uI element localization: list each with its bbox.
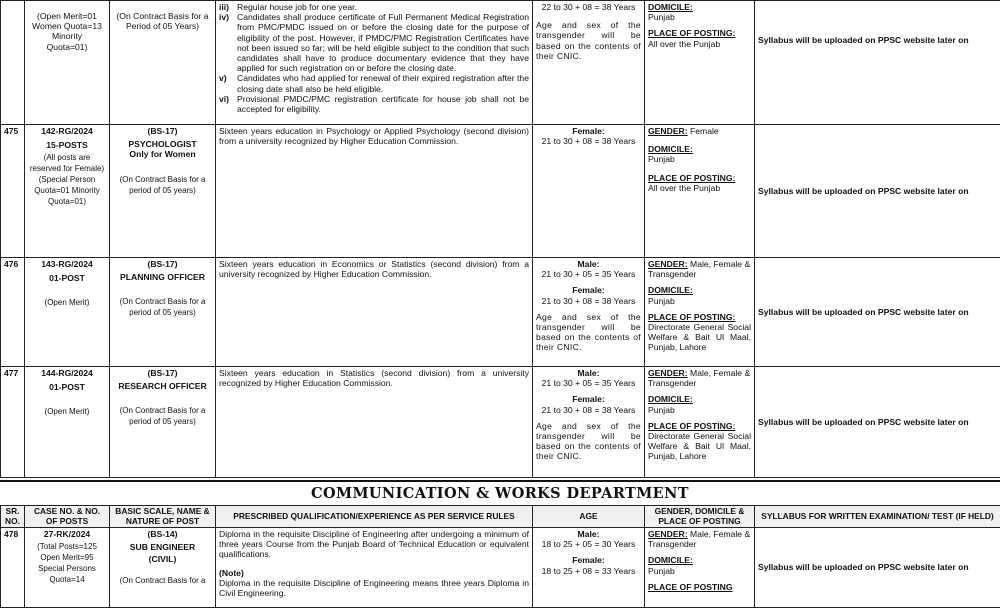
sr-no: 475 — [1, 125, 25, 258]
post-cell: (On Contract Basis for a Period of 05 Years) — [110, 1, 216, 125]
qualification-cell: Diploma in the requisite Discipline of Engineering after undergoing a minimum of three years Course from the Punjab Board of Technical Education or equivalent qualifications. (Note) Diploma in the requisite Discipline of Engineering means three years Diploma in Civil Engineering. — [216, 528, 533, 608]
gender-cell: GENDER: Male, Female & Transgender DOMICILE: Punjab PLACE OF POSTING: Directorate General Social Welfare & Bait Ul Maal, Punjab, Lahore — [645, 258, 755, 367]
post-cell: (BS-14) SUB ENGINEER (CIVIL) (On Contract Basis for a — [110, 528, 216, 608]
advertisement-table-bottom — [0, 505, 1000, 608]
table-row-continued — [1, 1, 1000, 125]
case-cell: 27-RK/2024 (Total Posts=125 Open Merit=95 Special Persons Quota=14 — [25, 528, 110, 608]
post-cell: (BS-17) PSYCHOLOGIST Only for Women (On Contract Basis for a period of 05 years) — [110, 125, 216, 258]
table-row — [1, 367, 1000, 478]
gender-cell: GENDER: Female DOMICILE: Punjab PLACE OF POSTING: All over the Punjab — [645, 125, 755, 258]
gender-cell: DOMICILE: Punjab PLACE OF POSTING: All over the Punjab — [645, 1, 755, 125]
age-cell: Male: 21 to 30 + 05 = 35 Years Female: 21 to 30 + 08 = 38 Years Age and sex of the transgender will be based on the contents of their CNIC. — [533, 367, 645, 478]
syllabus-cell: Syllabus will be uploaded on PPSC website later on — [755, 367, 1000, 478]
qualification-cell: Sixteen years education in Economics or Statistics (second division) from a university recognized by Higher Education Commission. — [216, 258, 533, 367]
sr-no: 477 — [1, 367, 25, 478]
post-cell: (BS-17) RESEARCH OFFICER (On Contract Basis for a period of 05 years) — [110, 367, 216, 478]
gender-cell: GENDER: Male, Female & Transgender DOMICILE: Punjab PLACE OF POSTING: Directorate General Social Welfare & Bait Ul Maal, Punjab, Lahore — [645, 367, 755, 478]
syllabus-cell: Syllabus will be uploaded on PPSC website later on — [755, 258, 1000, 367]
header-post: BASIC SCALE, NAME & NATURE OF POST — [110, 506, 216, 528]
age-cell: Male: 21 to 30 + 05 = 35 Years Female: 21 to 30 + 08 = 38 Years Age and sex of the transgender will be based on the contents of their CNIC. — [533, 258, 645, 367]
table-row — [1, 125, 1000, 258]
case-cell: (Open Merit=01 Women Quota=13 Minority Quota=01) — [25, 1, 110, 125]
header-sr: SR. NO. — [1, 506, 25, 528]
qualification-cell: Sixteen years education in Statistics (second division) from a university recognized by Higher Education Commission. — [216, 367, 533, 478]
header-qualification: PRESCRIBED QUALIFICATION/EXPERIENCE AS PER SERVICE RULES — [216, 506, 533, 528]
age-cell: Male: 18 to 25 + 05 = 30 Years Female: 18 to 25 + 08 = 33 Years — [533, 528, 645, 608]
age-cell: 22 to 30 + 08 = 38 Years Age and sex of the transgender will be based on the contents of their CNIC. — [533, 1, 645, 125]
syllabus-cell: Syllabus will be uploaded on PPSC website later on — [755, 528, 1000, 608]
gender-cell: GENDER: Male, Female & Transgender DOMICILE: Punjab PLACE OF POSTING — [645, 528, 755, 608]
table-row — [1, 258, 1000, 367]
qualification-cell: iii) Regular house job for one year. iv) Candidates shall produce certificate of Full Permanent Medical Registration from PMC/PMDC issued on or before the closing date for the purpose of eligibility of the post. However, if PMDC/PMC Registration Certificates have not been issued so far; will be held eligible subject to the condition that such candidates shall have to produce documentary evidence that they have applied for such registration on or before the closing date. v) Candidates who had applied for renewal of their expired registration after the closing date shall also be held eligible. vi) Provisional PMDC/PMC registration certificate for house job shall not be accepted for eligibility. — [216, 1, 533, 125]
table-row — [1, 528, 1000, 608]
age-cell: Female: 21 to 30 + 08 = 38 Years — [533, 125, 645, 258]
case-cell: 144-RG/2024 01-POST (Open Merit) — [25, 367, 110, 478]
header-syllabus: SYLLABUS FOR WRITTEN EXAMINATION/ TEST (IF HELD) — [755, 506, 1000, 528]
header-gender: GENDER, DOMICILE & PLACE OF POSTING — [645, 506, 755, 528]
table-header-row — [1, 506, 1000, 528]
department-heading: COMMUNICATION & WORKS DEPARTMENT — [0, 480, 1000, 507]
header-case: CASE NO. & NO. OF POSTS — [25, 506, 110, 528]
case-cell: 143-RG/2024 01-POST (Open Merit) — [25, 258, 110, 367]
case-cell: 142-RG/2024 15-POSTS (All posts are reserved for Female) (Special Person Quota=01 Minority Quota=01) — [25, 125, 110, 258]
syllabus-cell: Syllabus will be uploaded on PPSC website later on — [755, 1, 1000, 125]
sr-no: 478 — [1, 528, 25, 608]
syllabus-cell: Syllabus will be uploaded on PPSC website later on — [755, 125, 1000, 258]
sr-no: 476 — [1, 258, 25, 367]
post-cell: (BS-17) PLANNING OFFICER (On Contract Basis for a period of 05 years) — [110, 258, 216, 367]
qualification-cell: Sixteen years education in Psychology or Applied Psychology (second division) from a university recognized by Higher Education Commission. — [216, 125, 533, 258]
header-age: AGE — [533, 506, 645, 528]
